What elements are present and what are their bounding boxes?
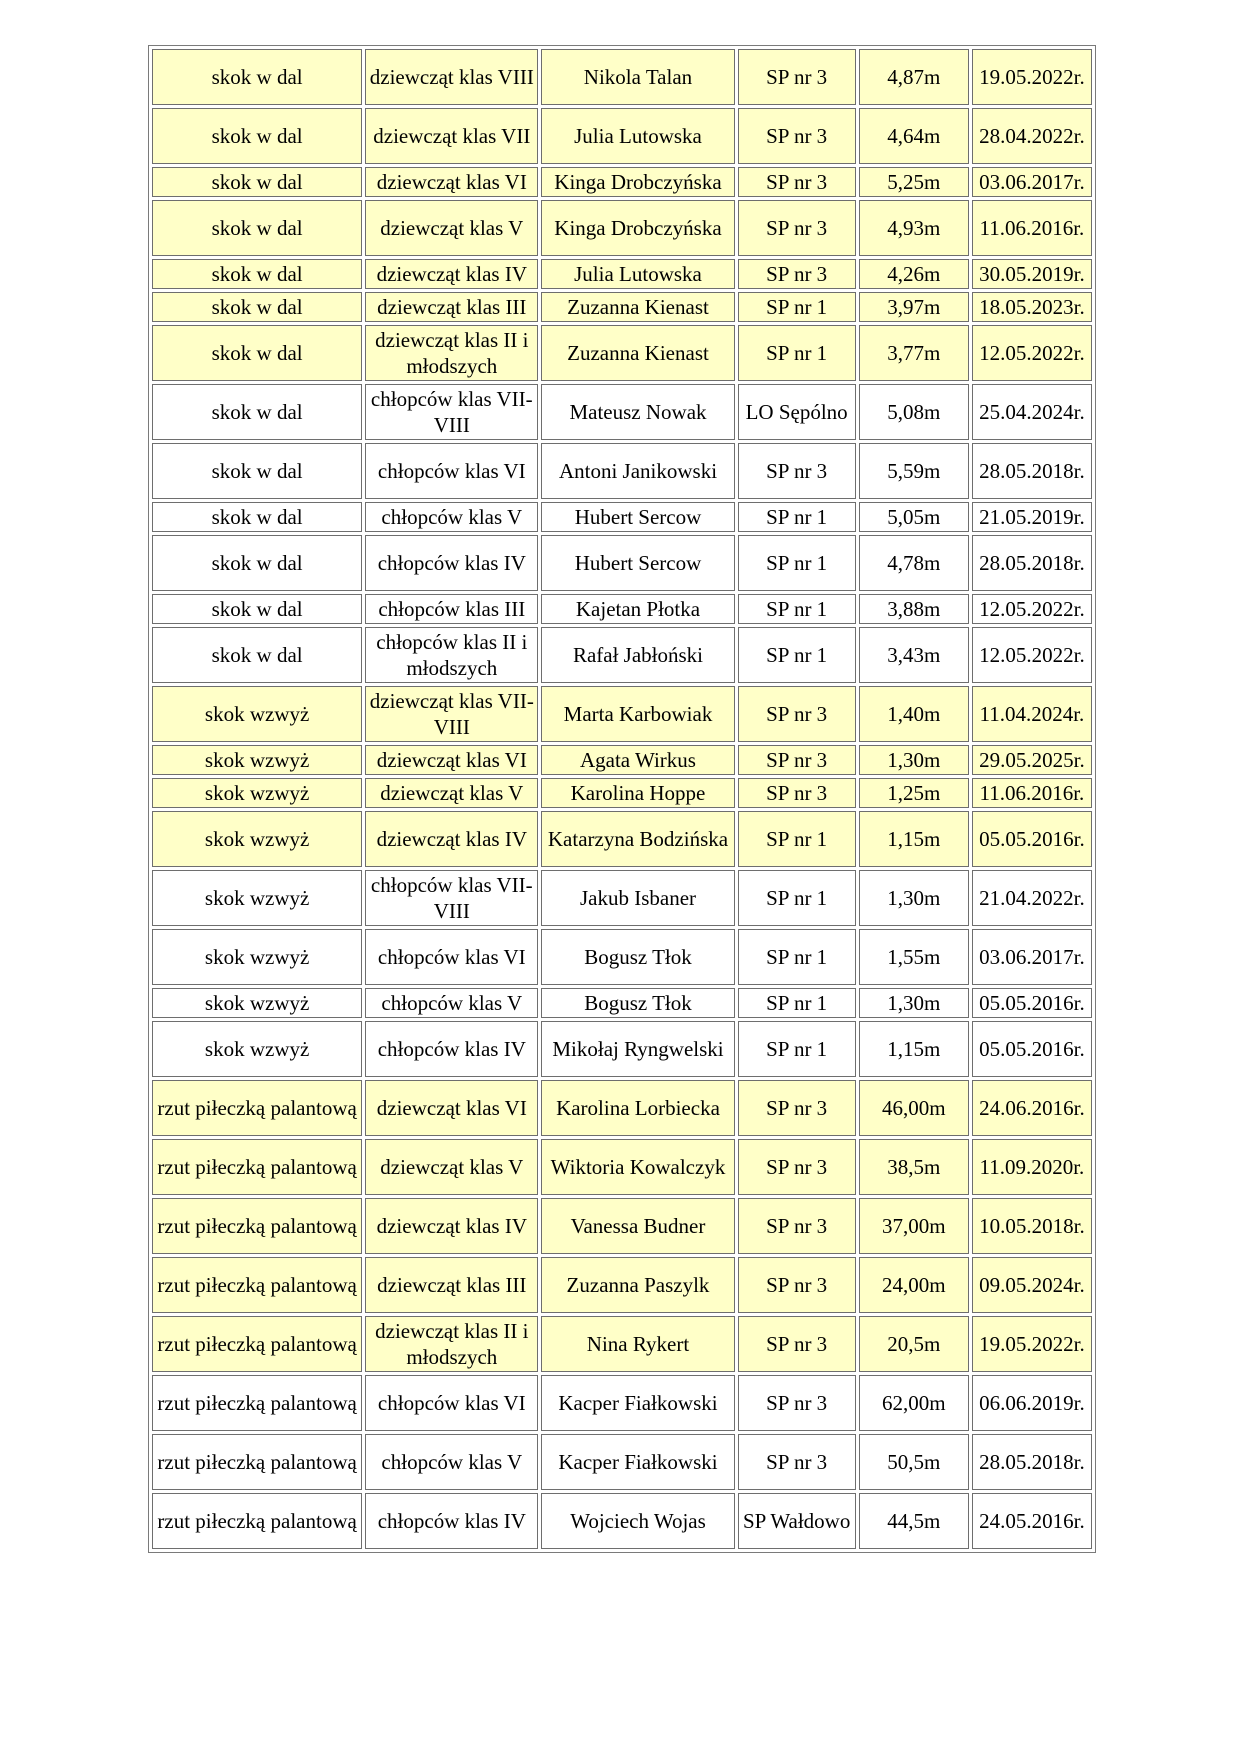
table-row xyxy=(152,745,1092,775)
category-cell: chłopców klas II i młodszych xyxy=(365,627,538,683)
athlete-name-cell: Zuzanna Kienast xyxy=(541,292,734,322)
table-row xyxy=(152,870,1092,926)
school-cell: SP nr 1 xyxy=(738,292,856,322)
date-cell: 28.04.2022r. xyxy=(972,108,1092,164)
athlete-name-cell: Bogusz Tłok xyxy=(541,988,734,1018)
table-row xyxy=(152,1080,1092,1136)
category-cell: dziewcząt klas IV xyxy=(365,811,538,867)
school-cell: SP nr 3 xyxy=(738,259,856,289)
athlete-name-cell: Nikola Talan xyxy=(541,49,734,105)
date-cell: 28.05.2018r. xyxy=(972,443,1092,499)
date-cell: 03.06.2017r. xyxy=(972,929,1092,985)
athlete-name-cell: Mateusz Nowak xyxy=(541,384,734,440)
date-cell: 09.05.2024r. xyxy=(972,1257,1092,1313)
records-page xyxy=(148,45,1096,1553)
school-cell: SP nr 3 xyxy=(738,443,856,499)
category-cell: dziewcząt klas VI xyxy=(365,745,538,775)
event-cell: rzut piłeczką palantową xyxy=(152,1080,362,1136)
event-cell: skok w dal xyxy=(152,200,362,256)
school-cell: SP nr 3 xyxy=(738,167,856,197)
school-cell: SP nr 1 xyxy=(738,502,856,532)
date-cell: 10.05.2018r. xyxy=(972,1198,1092,1254)
athlete-name-cell: Agata Wirkus xyxy=(541,745,734,775)
table-row xyxy=(152,535,1092,591)
school-cell: SP nr 1 xyxy=(738,627,856,683)
table-row xyxy=(152,627,1092,683)
table-row xyxy=(152,200,1092,256)
date-cell: 11.06.2016r. xyxy=(972,778,1092,808)
category-cell: dziewcząt klas VIII xyxy=(365,49,538,105)
category-cell: chłopców klas VI xyxy=(365,443,538,499)
school-cell: SP nr 3 xyxy=(738,686,856,742)
table-row xyxy=(152,325,1092,381)
result-cell: 62,00m xyxy=(859,1375,969,1431)
athlete-name-cell: Rafał Jabłoński xyxy=(541,627,734,683)
category-cell: chłopców klas III xyxy=(365,594,538,624)
athlete-name-cell: Jakub Isbaner xyxy=(541,870,734,926)
event-cell: skok wzwyż xyxy=(152,870,362,926)
result-cell: 20,5m xyxy=(859,1316,969,1372)
event-cell: rzut piłeczką palantową xyxy=(152,1198,362,1254)
date-cell: 18.05.2023r. xyxy=(972,292,1092,322)
athlete-name-cell: Antoni Janikowski xyxy=(541,443,734,499)
school-cell: SP nr 3 xyxy=(738,1434,856,1490)
athlete-name-cell: Zuzanna Paszylk xyxy=(541,1257,734,1313)
result-cell: 1,55m xyxy=(859,929,969,985)
category-cell: dziewcząt klas VI xyxy=(365,1080,538,1136)
result-cell: 50,5m xyxy=(859,1434,969,1490)
result-cell: 1,40m xyxy=(859,686,969,742)
school-records-table xyxy=(148,45,1096,1553)
category-cell: dziewcząt klas III xyxy=(365,292,538,322)
category-cell: dziewcząt klas V xyxy=(365,778,538,808)
school-cell: SP nr 3 xyxy=(738,200,856,256)
date-cell: 11.09.2020r. xyxy=(972,1139,1092,1195)
category-cell: dziewcząt klas VI xyxy=(365,167,538,197)
date-cell: 05.05.2016r. xyxy=(972,1021,1092,1077)
table-row xyxy=(152,1316,1092,1372)
table-row xyxy=(152,1021,1092,1077)
athlete-name-cell: Kajetan Płotka xyxy=(541,594,734,624)
table-row xyxy=(152,988,1092,1018)
category-cell: dziewcząt klas II i młodszych xyxy=(365,325,538,381)
result-cell: 24,00m xyxy=(859,1257,969,1313)
event-cell: skok w dal xyxy=(152,49,362,105)
event-cell: skok w dal xyxy=(152,502,362,532)
table-row xyxy=(152,686,1092,742)
date-cell: 30.05.2019r. xyxy=(972,259,1092,289)
event-cell: skok wzwyż xyxy=(152,988,362,1018)
date-cell: 19.05.2022r. xyxy=(972,49,1092,105)
date-cell: 05.05.2016r. xyxy=(972,811,1092,867)
school-cell: SP nr 3 xyxy=(738,1198,856,1254)
school-cell: SP nr 3 xyxy=(738,1139,856,1195)
table-row xyxy=(152,1434,1092,1490)
table-row xyxy=(152,1198,1092,1254)
event-cell: rzut piłeczką palantową xyxy=(152,1375,362,1431)
table-row xyxy=(152,292,1092,322)
event-cell: skok wzwyż xyxy=(152,811,362,867)
category-cell: chłopców klas V xyxy=(365,988,538,1018)
date-cell: 28.05.2018r. xyxy=(972,1434,1092,1490)
result-cell: 44,5m xyxy=(859,1493,969,1549)
event-cell: skok w dal xyxy=(152,443,362,499)
school-cell: SP nr 3 xyxy=(738,49,856,105)
table-row xyxy=(152,929,1092,985)
athlete-name-cell: Marta Karbowiak xyxy=(541,686,734,742)
school-cell: SP nr 3 xyxy=(738,1080,856,1136)
result-cell: 3,97m xyxy=(859,292,969,322)
date-cell: 19.05.2022r. xyxy=(972,1316,1092,1372)
category-cell: chłopców klas V xyxy=(365,502,538,532)
category-cell: dziewcząt klas III xyxy=(365,1257,538,1313)
category-cell: chłopców klas V xyxy=(365,1434,538,1490)
category-cell: dziewcząt klas IV xyxy=(365,259,538,289)
event-cell: skok w dal xyxy=(152,325,362,381)
category-cell: dziewcząt klas VII-VIII xyxy=(365,686,538,742)
date-cell: 29.05.2025r. xyxy=(972,745,1092,775)
date-cell: 12.05.2022r. xyxy=(972,325,1092,381)
result-cell: 3,43m xyxy=(859,627,969,683)
table-row xyxy=(152,1375,1092,1431)
school-cell: SP nr 1 xyxy=(738,325,856,381)
school-cell: SP nr 3 xyxy=(738,1257,856,1313)
result-cell: 5,25m xyxy=(859,167,969,197)
date-cell: 11.06.2016r. xyxy=(972,200,1092,256)
school-cell: SP nr 3 xyxy=(738,108,856,164)
result-cell: 1,15m xyxy=(859,811,969,867)
table-row xyxy=(152,167,1092,197)
table-row xyxy=(152,778,1092,808)
category-cell: chłopców klas VII-VIII xyxy=(365,384,538,440)
date-cell: 12.05.2022r. xyxy=(972,627,1092,683)
school-cell: SP nr 3 xyxy=(738,1316,856,1372)
category-cell: chłopców klas VI xyxy=(365,1375,538,1431)
athlete-name-cell: Hubert Sercow xyxy=(541,502,734,532)
event-cell: rzut piłeczką palantową xyxy=(152,1434,362,1490)
event-cell: skok w dal xyxy=(152,259,362,289)
event-cell: skok w dal xyxy=(152,384,362,440)
date-cell: 06.06.2019r. xyxy=(972,1375,1092,1431)
school-cell: SP nr 1 xyxy=(738,811,856,867)
event-cell: skok wzwyż xyxy=(152,778,362,808)
school-cell: SP nr 1 xyxy=(738,988,856,1018)
event-cell: skok w dal xyxy=(152,167,362,197)
athlete-name-cell: Katarzyna Bodzińska xyxy=(541,811,734,867)
athlete-name-cell: Bogusz Tłok xyxy=(541,929,734,985)
result-cell: 4,78m xyxy=(859,535,969,591)
result-cell: 4,64m xyxy=(859,108,969,164)
athlete-name-cell: Julia Lutowska xyxy=(541,259,734,289)
event-cell: skok w dal xyxy=(152,627,362,683)
school-cell: SP nr 3 xyxy=(738,1375,856,1431)
school-cell: SP nr 1 xyxy=(738,594,856,624)
event-cell: skok w dal xyxy=(152,535,362,591)
athlete-name-cell: Karolina Hoppe xyxy=(541,778,734,808)
table-row xyxy=(152,384,1092,440)
school-cell: LO Sępólno xyxy=(738,384,856,440)
table-row xyxy=(152,108,1092,164)
athlete-name-cell: Julia Lutowska xyxy=(541,108,734,164)
date-cell: 21.04.2022r. xyxy=(972,870,1092,926)
event-cell: skok wzwyż xyxy=(152,929,362,985)
table-row xyxy=(152,502,1092,532)
table-row xyxy=(152,1257,1092,1313)
category-cell: dziewcząt klas IV xyxy=(365,1198,538,1254)
school-cell: SP nr 3 xyxy=(738,778,856,808)
category-cell: chłopców klas IV xyxy=(365,1493,538,1549)
result-cell: 4,93m xyxy=(859,200,969,256)
result-cell: 3,88m xyxy=(859,594,969,624)
result-cell: 5,05m xyxy=(859,502,969,532)
event-cell: skok wzwyż xyxy=(152,745,362,775)
category-cell: dziewcząt klas VII xyxy=(365,108,538,164)
date-cell: 03.06.2017r. xyxy=(972,167,1092,197)
date-cell: 21.05.2019r. xyxy=(972,502,1092,532)
result-cell: 4,87m xyxy=(859,49,969,105)
athlete-name-cell: Wojciech Wojas xyxy=(541,1493,734,1549)
result-cell: 1,30m xyxy=(859,988,969,1018)
date-cell: 24.05.2016r. xyxy=(972,1493,1092,1549)
result-cell: 38,5m xyxy=(859,1139,969,1195)
event-cell: rzut piłeczką palantową xyxy=(152,1257,362,1313)
athlete-name-cell: Nina Rykert xyxy=(541,1316,734,1372)
school-cell: SP nr 1 xyxy=(738,870,856,926)
school-cell: SP nr 1 xyxy=(738,535,856,591)
athlete-name-cell: Zuzanna Kienast xyxy=(541,325,734,381)
result-cell: 5,08m xyxy=(859,384,969,440)
table-row xyxy=(152,443,1092,499)
result-cell: 3,77m xyxy=(859,325,969,381)
athlete-name-cell: Karolina Lorbiecka xyxy=(541,1080,734,1136)
table-row xyxy=(152,811,1092,867)
event-cell: rzut piłeczką palantową xyxy=(152,1493,362,1549)
school-cell: SP nr 3 xyxy=(738,745,856,775)
date-cell: 25.04.2024r. xyxy=(972,384,1092,440)
table-row xyxy=(152,1139,1092,1195)
result-cell: 5,59m xyxy=(859,443,969,499)
date-cell: 11.04.2024r. xyxy=(972,686,1092,742)
event-cell: rzut piłeczką palantową xyxy=(152,1139,362,1195)
result-cell: 1,30m xyxy=(859,870,969,926)
result-cell: 4,26m xyxy=(859,259,969,289)
table-row xyxy=(152,594,1092,624)
table-row xyxy=(152,259,1092,289)
event-cell: rzut piłeczką palantową xyxy=(152,1316,362,1372)
category-cell: dziewcząt klas V xyxy=(365,200,538,256)
athlete-name-cell: Kinga Drobczyńska xyxy=(541,200,734,256)
records-table-body xyxy=(152,49,1092,1549)
date-cell: 12.05.2022r. xyxy=(972,594,1092,624)
result-cell: 1,25m xyxy=(859,778,969,808)
category-cell: chłopców klas VI xyxy=(365,929,538,985)
category-cell: chłopców klas IV xyxy=(365,535,538,591)
date-cell: 28.05.2018r. xyxy=(972,535,1092,591)
category-cell: chłopców klas VII-VIII xyxy=(365,870,538,926)
athlete-name-cell: Mikołaj Ryngwelski xyxy=(541,1021,734,1077)
category-cell: dziewcząt klas II i młodszych xyxy=(365,1316,538,1372)
athlete-name-cell: Vanessa Budner xyxy=(541,1198,734,1254)
athlete-name-cell: Wiktoria Kowalczyk xyxy=(541,1139,734,1195)
event-cell: skok w dal xyxy=(152,108,362,164)
athlete-name-cell: Kacper Fiałkowski xyxy=(541,1375,734,1431)
result-cell: 37,00m xyxy=(859,1198,969,1254)
result-cell: 46,00m xyxy=(859,1080,969,1136)
event-cell: skok wzwyż xyxy=(152,686,362,742)
athlete-name-cell: Kacper Fiałkowski xyxy=(541,1434,734,1490)
event-cell: skok w dal xyxy=(152,292,362,322)
category-cell: chłopców klas IV xyxy=(365,1021,538,1077)
event-cell: skok wzwyż xyxy=(152,1021,362,1077)
result-cell: 1,30m xyxy=(859,745,969,775)
result-cell: 1,15m xyxy=(859,1021,969,1077)
date-cell: 24.06.2016r. xyxy=(972,1080,1092,1136)
athlete-name-cell: Hubert Sercow xyxy=(541,535,734,591)
event-cell: skok w dal xyxy=(152,594,362,624)
table-row xyxy=(152,1493,1092,1549)
date-cell: 05.05.2016r. xyxy=(972,988,1092,1018)
school-cell: SP Wałdowo xyxy=(738,1493,856,1549)
school-cell: SP nr 1 xyxy=(738,929,856,985)
category-cell: dziewcząt klas V xyxy=(365,1139,538,1195)
table-row xyxy=(152,49,1092,105)
athlete-name-cell: Kinga Drobczyńska xyxy=(541,167,734,197)
school-cell: SP nr 1 xyxy=(738,1021,856,1077)
